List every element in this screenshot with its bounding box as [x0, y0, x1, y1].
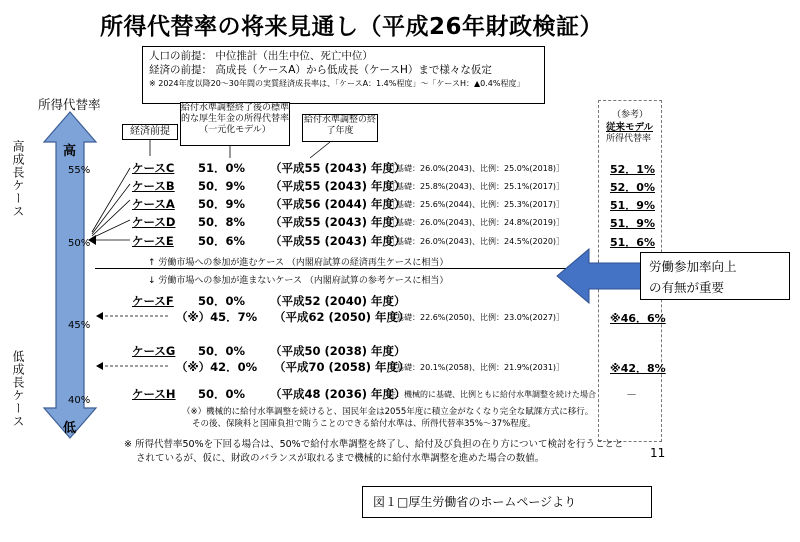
case-name: ケースG	[132, 344, 176, 358]
scale-high-label: 高	[63, 144, 77, 159]
case-alt-row	[176, 359, 410, 375]
case-year: （平成50 (2038) 年度）	[270, 344, 406, 358]
case-detail: ［基礎：20.1%(2058)、比例：21.9%(2031)］	[388, 363, 565, 372]
case-name: ケースH	[132, 387, 176, 401]
case-name: ケースC	[132, 161, 175, 175]
case-row	[132, 178, 406, 194]
case-name: ケースA	[132, 197, 175, 211]
case-ref: 52．0%	[610, 181, 655, 194]
case-alt-value: （※）45．7%	[176, 310, 258, 324]
ref-title: （参考）	[612, 110, 649, 120]
case-ref: 52．1%	[610, 163, 655, 176]
tick-50: 50%	[68, 238, 91, 249]
case-row	[132, 233, 406, 249]
premise-economy: 経済の前提： 高成長（ケースA）から低成長（ケースH）まで様々な仮定	[149, 64, 492, 76]
figure-caption: 図１□厚生労働省のホームページより	[362, 486, 652, 518]
case-ref: ※46．6%	[610, 312, 666, 325]
case-value: 50．9%	[198, 197, 246, 211]
case-ref: 51．9%	[610, 217, 655, 230]
case-value: 50．0%	[198, 294, 246, 308]
footnote-line-2: されているが、仮に、財政のバランスが取れるまで機械的に給付水準調整を進めた場合の数値。	[136, 453, 545, 464]
case-year: （平成52 (2040) 年度）	[270, 294, 406, 308]
case-h-note-1: （※）機械的に給付水準調整を続けると、国民年金は2055年度に積立金がなくなり完全な賦課方式に移行。	[182, 407, 594, 417]
case-detail: 注：機械的に基礎、比例ともに給付水準調整を続けた場合	[388, 390, 596, 399]
case-year: （平成55 (2043) 年度）	[270, 215, 406, 229]
case-value: 50．9%	[198, 179, 246, 193]
divider-line	[95, 268, 595, 269]
case-value: 50．0%	[198, 344, 246, 358]
ref-model: 従来モデル	[606, 122, 654, 133]
case-detail: ［基礎：22.6%(2050)、比例：23.0%(2027)］	[388, 313, 565, 322]
header-end-year: 給付水準調整の終了年度	[302, 114, 378, 142]
case-year: （平成48 (2036) 年度）	[270, 387, 406, 401]
case-ref: 51．6%	[610, 236, 655, 249]
callout-box	[640, 252, 790, 300]
case-detail: ［基礎：25.6%(2044)、比例：25.3%(2017)］	[388, 200, 565, 209]
ref-ratio: 所得代替率	[606, 134, 652, 144]
case-row	[132, 160, 406, 176]
case-name: ケースF	[132, 294, 174, 308]
page-number: 11	[650, 446, 666, 460]
premise-population: 人口の前提： 中位推計（出生中位、死亡中位）	[149, 50, 373, 62]
case-row	[132, 293, 406, 309]
header-econ: 経済前提	[122, 124, 178, 140]
case-alt-year: （平成70 (2058) 年度）	[274, 360, 410, 374]
case-name: ケースE	[132, 234, 174, 248]
case-alt-value: （※）42．0%	[176, 360, 258, 374]
case-ref: 51．9%	[610, 199, 655, 212]
case-year: （平成56 (2044) 年度）	[270, 197, 406, 211]
case-name: ケースB	[132, 179, 175, 193]
case-row	[132, 386, 406, 402]
case-year: （平成55 (2043) 年度）	[270, 161, 406, 175]
premise-growth-note: ※ 2024年度以降20～30年間の実質経済成長率は、「ケースA：1.4%程度」～「ケースH：▲0.4%程度」	[149, 79, 525, 88]
scale-low-label: 低	[63, 421, 77, 436]
case-detail: ［基礎：26.0%(2043)、比例：24.5%(2020)］	[388, 237, 565, 246]
case-ref: －	[626, 388, 637, 401]
case-h-note-2: その後、保険料と国庫負担で賄うことのできる給付水準は、所得代替率35%～37%程度。	[192, 419, 536, 429]
case-detail: ［基礎：26.0%(2043)、比例：24.8%(2019)］	[388, 218, 565, 227]
case-year: （平成55 (2043) 年度）	[270, 179, 406, 193]
y-axis-label: 所得代替率	[38, 97, 101, 112]
case-value: 51．0%	[198, 161, 246, 175]
divider-down-text: ↓ 労働市場への参加が進まないケース （内閣府試算の参考ケースに相当）	[148, 276, 449, 286]
case-value: 50．0%	[198, 387, 246, 401]
case-detail: ［基礎：25.8%(2043)、比例：25.1%(2017)］	[388, 182, 565, 191]
footnote-line-1: ※ 所得代替率50%を下回る場合は、50%で給付水準調整を終了し、給付及び負担の在り方について検討を行うことと	[124, 439, 624, 450]
page-title: 所得代替率の将来見通し（平成26年財政検証）	[100, 14, 604, 40]
case-name: ケースD	[132, 215, 176, 229]
callout-line-1: 労働参加率向上	[649, 259, 737, 274]
case-detail: ［基礎：26.0%(2043)、比例：25.0%(2018)］	[388, 164, 565, 173]
case-ref: ※42．8%	[610, 362, 666, 375]
case-row	[132, 196, 406, 212]
divider-up-text: ↑ 労働市場への参加が進むケース （内閣府試算の経済再生ケースに相当）	[148, 258, 449, 268]
high-growth-case-label: 高成長ケース	[11, 140, 25, 218]
tick-40: 40%	[68, 395, 91, 406]
callout-line-2: の有無が重要	[649, 280, 725, 295]
tick-45: 45%	[68, 320, 91, 331]
case-value: 50．8%	[198, 215, 246, 229]
low-growth-case-label: 低成長ケース	[11, 350, 25, 428]
case-row	[132, 214, 406, 230]
case-value: 50．6%	[198, 234, 246, 248]
header-ratio: 給付水準調整終了後の標準的な厚生年金の所得代替率（一元化モデル）	[180, 102, 290, 146]
case-year: （平成55 (2043) 年度）	[270, 234, 406, 248]
tick-55: 55%	[68, 165, 91, 176]
case-alt-year: （平成62 (2050) 年度）	[274, 310, 410, 324]
case-row	[132, 343, 406, 359]
case-alt-row	[176, 309, 410, 325]
